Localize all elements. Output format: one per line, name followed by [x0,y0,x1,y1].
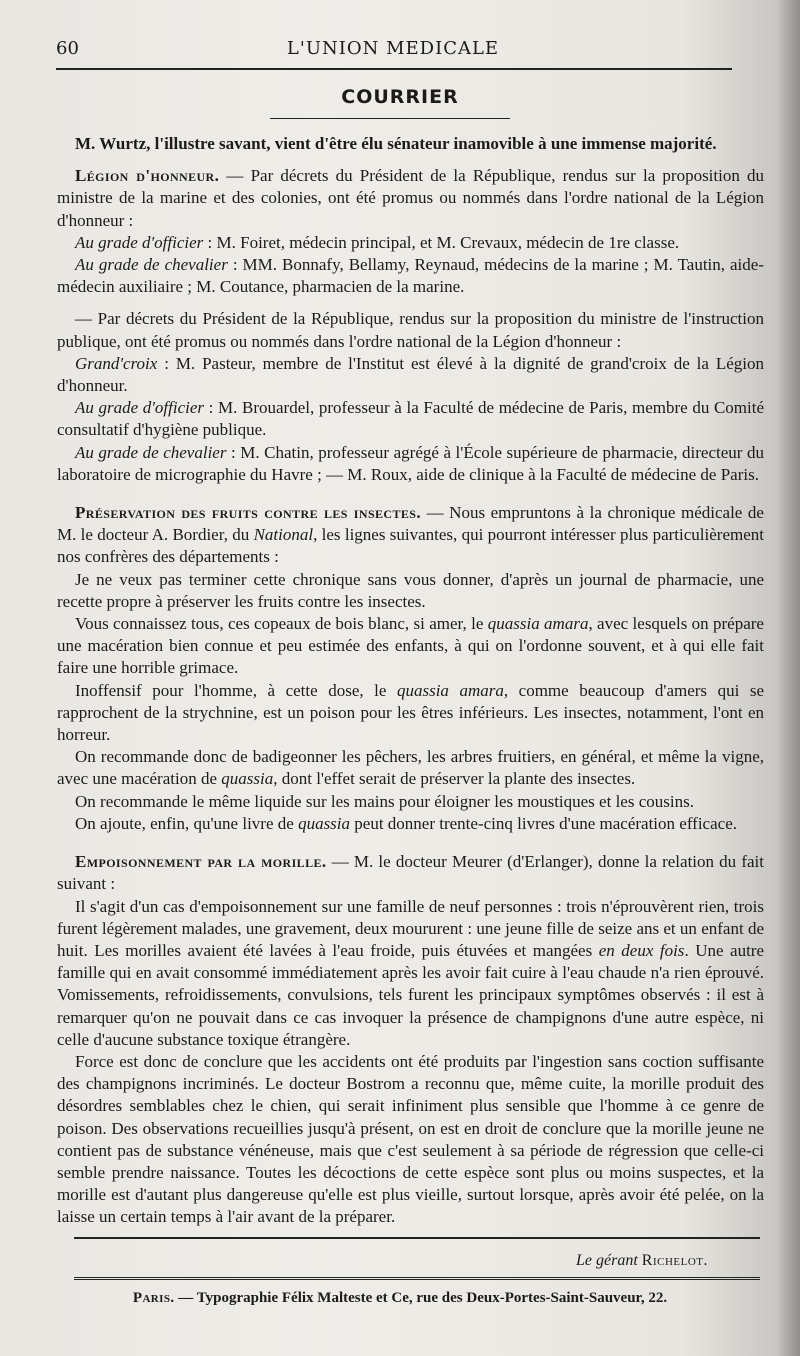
paragraph-chevalier-2 [57,442,764,486]
section-title: COURRIER [341,86,459,108]
morille-lead: Empoisonnement par la morille. [75,852,327,872]
paragraph-quote-6 [57,813,764,835]
printer-text: — Typographie Félix Malteste et Ce, rue des Deux-Portes-Saint-Sauveur, 22. [174,1290,668,1306]
paragraph-instruction: — Par décrets du Président de la République, rendus sur la proposition du ministre de l'instruction publique, ont été promus ou nommés dans l'ordre national de la Légion d'honneur : [57,309,764,351]
paragraph-wurtz: M. Wurtz, l'illustre savant, vient d'être élu sénateur inamovible à une immense majorité. [75,134,717,153]
chevalier-text: : MM. Bonnafy, Bellamy, Reynaud, médecins de la marine ; M. Tautin, aide-médecin auxiliaire ; M. Coutance, pharmacien de la marine. [57,255,764,297]
signature-label: Le gérant [576,1252,638,1269]
legion-lead: Légion d'honneur. [75,166,220,186]
legion-text: — Par décrets du Président de la République, rendus sur la proposition du ministre de la marine et des colonies, ont été promus ou nommés dans l'ordre national de la Légion d'honneur : [57,166,765,230]
chevalier-label: Au grade de chevalier [75,255,228,275]
signature-name: Richelot. [641,1252,708,1269]
paragraph-chevalier [57,254,764,298]
quote-4b: , dont l'effet serait de préserver la plante des insectes. [273,769,636,789]
preservation-lead: Préservation des fruits contre les insectes. [75,503,422,523]
paragraph-quote-3 [57,680,764,747]
footer-rule-bottom [74,1277,760,1280]
article-body [57,133,764,1229]
chevalier2-text: : M. Chatin, professeur agrégé à l'École supérieure de pharmacie, directeur du laboratoire de micrographie du Havre ; — M. Roux, aide de clinique à la Faculté de médecine de Paris. [57,442,764,484]
morille-1a: Il s'agit d'un cas d'empoisonnement sur une famille de neuf personnes : trois n'éprouvèrent rien, trois furent légèrement malades, une gravement, deux moururent : une jeune fille de seize ans et un enfant de huit. Les morilles avaient été lavées à l'eau froide, puis étuvées et mangées [57,896,764,960]
quote-3a: Inoffensif pour l'homme, à cette dose, le [75,680,397,700]
morille-1-italic: en deux fois [598,940,685,960]
preservation-text-1: — Nous empruntons à la chronique médicale de M. le docteur A. Bordier, du [57,503,764,545]
paragraph-preservation [57,502,764,569]
grandcroix-label: Grand'croix [75,353,158,373]
grandcroix-text: : M. Pasteur, membre de l'Institut est élevé à la dignité de grand'croix de la Légion d'honneur. [57,353,764,396]
morille-1b: . Une autre famille qui en avait consommé immédiatement après les avoir fait cuire à l'eau chaude n'a rien éprouvé. Vomissements, refroidissements, convulsions, tels furent les principaux symptômes observés : il est à remarquer qu'on ne pouvait dans ce cas invoquer la présence de champignons d'une autre espèce, ni celle d'aucune substance toxique étrangère. [57,940,764,1049]
paragraph-grandcroix [57,353,764,397]
paragraph-morille [57,851,764,895]
quote-2a: Vous connaissez tous, ces copeaux de bois blanc, si amer, le [75,614,488,634]
paragraph-legion [57,165,764,232]
quote-4a: On recommande donc de badigeonner les pêchers, les arbres fruitiers, en général, et même la vigne, avec une macération de [57,747,764,789]
preservation-national: National [253,525,314,545]
paragraph-quote-4 [57,746,764,790]
paragraph-quote-1: Je ne veux pas terminer cette chronique sans vous donner, d'après un journal de pharmacie, une recette propre à préserver les fruits contre les insectes. [57,569,764,611]
section-rule [270,118,510,119]
quote-6a: On ajoute, enfin, qu'une livre de [75,813,299,833]
officer-text: : M. Foiret, médecin principal, et M. Crevaux, médecin de 1re classe. [203,232,680,252]
printer-city: Paris. [132,1290,175,1306]
paragraph-morille-1 [57,896,764,1051]
morille-text: — M. le docteur Meurer (d'Erlanger), donne la relation du fait suivant : [57,852,764,894]
officer2-label: Au grade d'officier [75,398,205,418]
page-header [56,38,730,68]
officer-label: Au grade d'officier [75,232,204,252]
quote-6b: peut donner trente-cinq livres d'une macération efficace. [350,813,737,833]
officer2-text: : M. Brouardel, professeur à la Faculté de médecine de Paris, membre du Comité consultatif d'hygiène publique. [57,398,765,440]
paragraph-officer-2 [57,397,764,441]
printer-imprint [0,1290,800,1307]
paragraph-quote-2 [57,613,764,680]
page-number: 60 [56,38,79,59]
quote-4-quassia: quassia [221,769,274,789]
quote-2-quassia: quassia amara [487,614,589,634]
paragraph-officer [57,232,764,254]
quote-2b: , avec lesquels on prépare une macération bien connue et peu estimée des enfants, à qui on l'ordonne souvent, et à qui elle fait faire une horrible grimace. [57,614,764,678]
quote-3b: , comme beaucoup d'amers qui se rapprochent de la strychnine, est un poison pour les êtres inférieurs. Les insectes, notamment, l'ont en horreur. [57,680,764,745]
quote-6-quassia: quassia [298,813,351,833]
chevalier2-label: Au grade de chevalier [75,442,227,462]
footer-rule-top [74,1237,760,1239]
signature [576,1252,708,1270]
paragraph-morille-2: Force est donc de conclure que les accidents ont été produits par l'ingestion sans coction suffisante des champignons incriminés. Le docteur Bostrom a reconnu que, même cuite, la morille produit des désordres semblables chez le chien, qui serait infiniment plus sensible que l'homme à ce genre de poison. Des observations recueillies jusqu'à présent, on est en droit de conclure que la morille jeune ne contient pas de substance vénéneuse, mais que c'est seulement à sa période de régression que celle-ci semble prendre naissance. Toutes les décoctions de cette espèce sont plus ou moins suspectes, et la morille est d'autant plus dangereuse qu'elle est plus vieille, surtout lorsque, après avoir été pelée, on la laisse un certain temps à l'air avant de la préparer. [57,1051,764,1227]
preservation-text-2: , les lignes suivantes, qui pourront intéresser plus particulièrement nos confrères des départements : [57,525,764,567]
header-rule [56,68,732,70]
quote-3-quassia: quassia amara [396,680,504,700]
paragraph-quote-5: On recommande le même liquide sur les mains pour éloigner les moustiques et les cousins. [75,791,694,811]
journal-title: L'UNION MEDICALE [286,38,500,59]
